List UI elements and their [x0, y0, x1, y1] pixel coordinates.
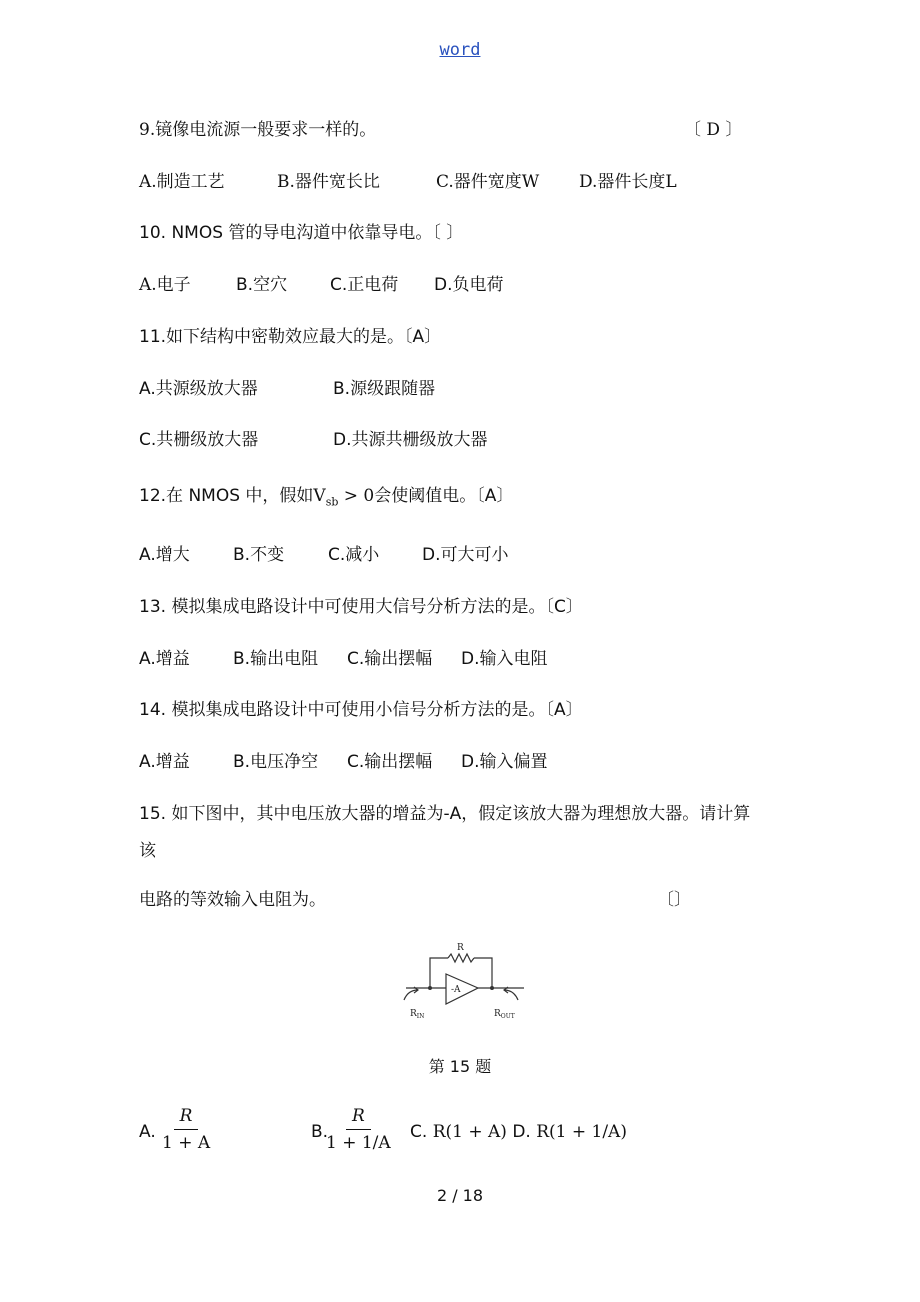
q13-option-d: D.输入电阻 — [461, 649, 548, 669]
figure-rout-r: R — [494, 1009, 501, 1019]
q9-option-a: A.制造工艺 — [139, 172, 225, 192]
q12-option-d: D.可大可小 — [422, 545, 509, 565]
q15-option-a-numerator: R — [174, 1106, 199, 1130]
q10-text: 10. NMOS 管的导电沟道中依靠导电。〔 〕 — [139, 223, 464, 243]
q11-text: 11.如下结构中密勒效应最大的是。〔A〕 — [139, 327, 442, 347]
q15-option-a-denominator: 1 + A — [162, 1133, 211, 1153]
q13-option-c: C.输出摆幅 — [347, 649, 433, 669]
q13-text: 13. 模拟集成电路设计中可使用大信号分析方法的是。〔C〕 — [139, 597, 583, 617]
figure-caption: 第 15 题 — [428, 1057, 492, 1076]
q12-text — [139, 484, 513, 514]
amplifier-circuit-figure — [400, 940, 530, 1022]
q12-option-b: B.不变 — [233, 545, 285, 565]
figure-rout-sub: OUT — [500, 1013, 515, 1020]
q15-bracket: 〔〕 — [657, 890, 691, 910]
q10-option-d: D.负电荷 — [434, 275, 504, 295]
q9-option-b: B.器件宽长比 — [277, 172, 380, 192]
q13-option-b: B.输出电阻 — [233, 649, 319, 669]
q11-option-c: C.共栅级放大器 — [139, 430, 259, 450]
q11-option-a: A.共源级放大器 — [139, 379, 258, 399]
q12-math-sub: sb — [325, 495, 339, 509]
q15-line3: 电路的等效输入电阻为。 — [139, 890, 326, 910]
q14-option-b: B.电压净空 — [233, 752, 319, 772]
q15-line2: 该 — [139, 841, 156, 861]
q15-line1: 15. 如下图中，其中电压放大器的增益为-A，假定该放大器为理想放大器。请计算 — [139, 804, 751, 824]
q15-option-d-expr: R(1 + 1/A) — [536, 1122, 627, 1142]
q15-option-c-label: C. — [410, 1122, 428, 1142]
q14-option-d: D.输入偏置 — [461, 752, 548, 772]
feedback-resistor — [448, 954, 474, 962]
q15-option-b-label: B. — [311, 1122, 329, 1142]
feedback-wire-right — [474, 958, 492, 988]
q12-option-a: A.增大 — [139, 545, 190, 565]
output-node — [490, 986, 494, 990]
q14-option-c: C.输出摆幅 — [347, 752, 433, 772]
q10-option-b: B.空穴 — [236, 275, 288, 295]
q12-math-rest: > 0 — [338, 486, 375, 506]
q13-option-a: A.增益 — [139, 649, 190, 669]
q9-text: 9.镜像电流源一般要求一样的。 — [139, 120, 377, 140]
q14-text: 14. 模拟集成电路设计中可使用小信号分析方法的是。〔A〕 — [139, 700, 583, 720]
q12-math — [313, 486, 375, 509]
q12-suffix: 会使阈值电。〔A〕 — [374, 486, 514, 506]
q9-answer: 〔 D 〕 — [684, 120, 743, 140]
q15-option-c-expr: R(1 + A) — [432, 1122, 507, 1142]
q15-option-b-fraction — [326, 1106, 391, 1153]
header-word-link[interactable]: word — [439, 40, 481, 60]
input-node — [428, 986, 432, 990]
page-number: 2 / 18 — [436, 1186, 484, 1205]
q9-option-c: C.器件宽度W — [436, 172, 540, 192]
figure-rin-label — [410, 1009, 424, 1020]
q15-option-b-denominator: 1 + 1/A — [326, 1133, 391, 1153]
figure-rin-sub: IN — [416, 1013, 425, 1020]
q15-option-d-label: D. — [512, 1122, 531, 1142]
q10-option-c: C.正电荷 — [330, 275, 399, 295]
q15-option-b-numerator: R — [346, 1106, 371, 1130]
q10-option-a: A.电子 — [139, 275, 191, 295]
q12-option-c: C.减小 — [328, 545, 380, 565]
figure-r-label: R — [457, 943, 464, 953]
q15-option-c — [410, 1120, 627, 1144]
q15-option-a-fraction — [162, 1106, 210, 1153]
feedback-wire-left — [430, 958, 448, 988]
q12-math-v: V — [313, 486, 326, 506]
figure-amp-label: -A — [451, 985, 461, 995]
q11-option-d: D.共源共栅级放大器 — [333, 430, 488, 450]
figure-rin-r: R — [410, 1009, 417, 1019]
figure-rout-label — [494, 1009, 515, 1020]
q12-prefix: 12.在 NMOS 中，假如 — [139, 486, 314, 506]
q14-option-a: A.增益 — [139, 752, 190, 772]
q9-option-d: D.器件长度L — [579, 172, 677, 192]
q11-option-b: B.源级跟随器 — [333, 379, 436, 399]
q15-option-a-label: A. — [139, 1122, 156, 1142]
